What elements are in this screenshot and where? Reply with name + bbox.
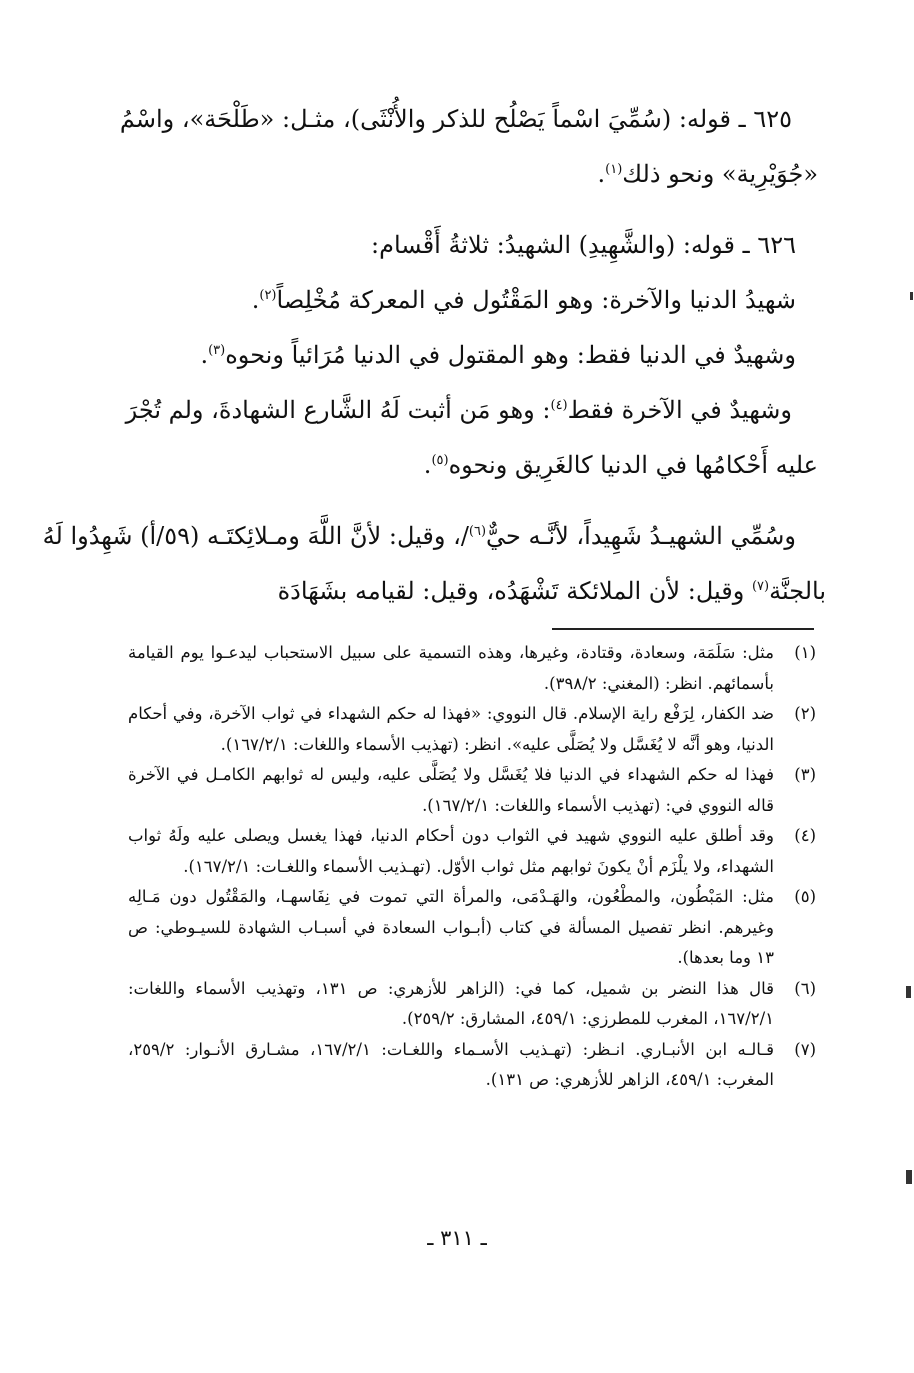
footnote-7 <box>128 1035 816 1096</box>
footnote-number: (٦) <box>794 978 816 998</box>
footnote-ref-6[interactable]: (٦) <box>468 524 487 539</box>
paragraph-shahid-akhira: وشهيدٌ في الآخرة فقط$^{(٤)}$: وهو مَن أثبت لَهُ الشَّارع الشهادةَ، ولم تُجْرَ عليه أَحْكامُها في الدنيا كالغَرِيق ونحوه$^{(٥)}$. <box>125 396 818 479</box>
paragraph-shahid-dunya: وشهيدٌ في الدنيا فقط: وهو المقتول في الدنيا مُرَائياً ونحوه$^{(٣)}$. <box>200 341 796 369</box>
footnote-number: (١) <box>794 643 816 662</box>
footnote-text: قال هذا النضر بن شميل، كما في: (الزاهر للأزهري: ص ١٣١، وتهذيب الأسماء واللغات: ١٦٧/٢/١، المغرب للمطرزي: ٤٥٩/١، المشارق: ٢٥٩/٢). <box>128 978 774 1028</box>
footnote-separator <box>552 628 814 630</box>
scan-mark <box>910 292 913 300</box>
footnote-6 <box>128 974 816 1035</box>
footnote-ref-2[interactable]: (٢) <box>259 288 277 303</box>
paragraph-625: ٦٢٥ ـ قوله: (سُمِّيَ اسْماً يَصْلُح للذكر والأُنْثَى)، مثـل: «طَلْحَة»، واسْمُ «جُوَيْرِية» ونحو ذلك$^{(١)}$. <box>119 105 818 188</box>
footnote-5 <box>128 882 816 974</box>
footnote-ref-1[interactable]: (١) <box>605 162 623 177</box>
footnote-number: (٢) <box>794 704 816 723</box>
footnote-ref-7[interactable]: (٧) <box>751 579 770 594</box>
footnote-1 <box>128 638 816 699</box>
paragraph-shahid-dunya-akhira: شهيدُ الدنيا والآخرة: وهو المَقْتُول في المعركة مُخْلِصاً$^{(٢)}$. <box>251 286 796 314</box>
footnote-text: ضد الكفار، لِرَفْع راية الإسلام. قال النووي: «فهذا له حكم الشهداء في ثواب الآخرة، وفي أحكام الدنيا، وهو أنَّه لا يُغَسَّل ولا يُصَلَّى عليه». انظر: (تهذيب الأسماء واللغات: ١٦٧/٢/١). <box>128 704 774 754</box>
footnote-ref-5[interactable]: (٥) <box>431 453 449 468</box>
scan-mark <box>906 986 911 998</box>
footnote-ref-3[interactable]: (٣) <box>208 343 226 358</box>
footnote-text: مثل: سَلَمَة، وسعادة، وقتادة، وغيرها، وهذه التسمية على سبيل الاستحباب ليدعـوا يوم القيامة بأسمائهم. انظر: (المغني: ٣٩٨/٢). <box>128 643 774 693</box>
scan-mark <box>906 1170 912 1184</box>
footnote-text: مثل: المَبْطُون، والمطْعُون، والهَـدْمَى، والمرأة التي تموت في نِفَاسهـا، والمَقْتُول دون مَـالِه وغيرهم. انظر تفصيل المسألة في كتاب (أبـواب السعادة في أسبـاب الشهادة للسيـوطي: ص ١٣ وما بعدها). <box>128 887 774 967</box>
footnote-number: (٧) <box>794 1039 816 1059</box>
footnote-ref-4[interactable]: (٤) <box>550 398 568 413</box>
footnote-2 <box>128 699 816 760</box>
footnote-text: فهذا له حكم الشهداء في الدنيا فلا يُغَسَّل ولا يُصَلَّى عليه، وليس له ثوابهم الكامـل في الآخرة قاله النووي في: (تهذيب الأسماء واللغات: ١٦٧/٢/١). <box>128 765 774 815</box>
footnote-number: (٥) <box>794 887 816 906</box>
footnote-4 <box>128 821 816 882</box>
footnote-text: قـالـه ابن الأنبـاري. انـظر: (تهـذيب الأسـماء واللغـات: ١٦٧/٢/١، مشـارق الأنـوار: ٢٥٩/٢، المغرب: ٤٥٩/١، الزاهر للأزهري: ص ١٣١). <box>128 1039 775 1089</box>
footnote-number: (٤) <box>794 826 816 845</box>
footnote-text: وقد أطلق عليه النووي شهيد في الثواب دون أحكام الدنيا، فهذا يغسل ويصلى عليه ولَهُ ثواب الشهداء، ولا يلْزَم أنْ يكونَ ثوابهم مثل ثواب الأوّل. (تهـذيب الأسماء واللغـات: ١٦٧/٢/١). <box>128 826 774 876</box>
footnotes <box>128 638 816 1096</box>
paragraph-naming-reason: وسُمِّي الشهيـدُ شَهِيداً، لأنَّـه حيٌّ$^{(٦)}$/، وقيل: لأنَّ اللَّهَ ومـلائِكتَـه (٥٩/أ) شَهِدُوا لَهُ بالجنَّة$^{(٧)}$ وقيل: لأن الملائكة تَشْهَدُه، وقيل: لقيامه بشَهَادَة <box>42 522 826 605</box>
page-number: ـ ٣١١ ـ <box>427 1226 487 1250</box>
main-text <box>42 92 826 619</box>
footnote-number: (٣) <box>794 765 816 784</box>
footnote-3 <box>128 760 816 821</box>
paragraph-626: ٦٢٦ ـ قوله: (والشَّهِيدِ) الشهيدُ: ثلاثةُ أَقْسام: <box>371 231 796 259</box>
